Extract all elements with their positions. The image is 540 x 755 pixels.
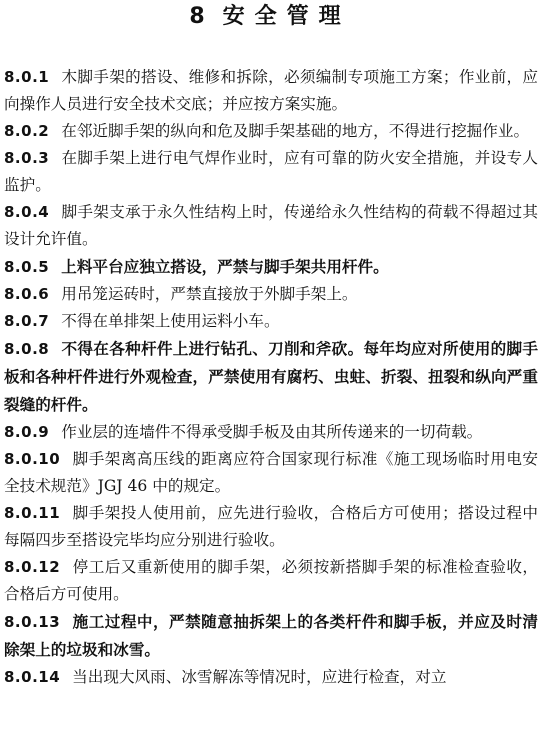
clause-8-0-1 (4, 64, 538, 118)
clause-number: 8.0.1 (4, 68, 50, 86)
clause-8-0-9 (4, 419, 538, 446)
clause-number: 8.0.5 (4, 258, 50, 276)
clause-text: 木脚手架的搭设、维修和拆除，必须编制专项施工方案；作业前，应向操作人员进行安全技术交底；并应按方案实施。 (4, 68, 538, 113)
clause-number: 8.0.7 (4, 312, 50, 330)
clause-text: 上料平台应独立搭设，严禁与脚手架共用杆件。 (61, 257, 389, 276)
clause-text: 停工后又重新使用的脚手架，必须按新搭脚手架的标准检查验收，合格后方可使用。 (4, 558, 538, 603)
clause-number: 8.0.11 (4, 504, 61, 522)
clause-text: 在邻近脚手架的纵向和危及脚手架基础的地方，不得进行挖掘作业。 (61, 122, 530, 140)
clause-8-0-2 (4, 118, 538, 145)
clause-text: 不得在单排架上使用运料小车。 (61, 312, 280, 330)
clause-text: 脚手架支承于永久性结构上时，传递给永久性结构的荷载不得超过其设计允许值。 (4, 203, 538, 248)
clause-8-0-11 (4, 500, 538, 554)
clause-text: 当出现大风雨、冰雪解冻等情况时，应进行检查，对立 (72, 668, 447, 686)
clause-number: 8.0.3 (4, 149, 50, 167)
clause-text: 脚手架投人使用前，应先进行验收，合格后方可使用；搭设过程中每隔四步至搭设完毕均应分别进行验收。 (4, 504, 538, 549)
clause-number: 8.0.13 (4, 613, 61, 631)
clause-text: 脚手架离高压线的距离应符合国家现行标准《施工现场临时用电安全技术规范》JGJ 46 中的规定。 (4, 450, 538, 495)
clause-8-0-10 (4, 446, 538, 500)
chapter-number: 8 (189, 4, 205, 29)
chapter-title: 安全管理 (222, 4, 351, 29)
clause-text: 施工过程中，严禁随意抽拆架上的各类杆件和脚手板，并应及时清除架上的垃圾和冰雪。 (4, 612, 538, 659)
clause-text: 作业层的连墙件不得承受脚手板及由其所传递来的一切荷载。 (61, 423, 483, 441)
clause-8-0-5 (4, 253, 538, 281)
clause-number: 8.0.8 (4, 340, 50, 358)
clause-list (4, 64, 538, 691)
clause-8-0-14 (4, 664, 538, 691)
chapter-heading (0, 4, 540, 30)
clause-number: 8.0.9 (4, 423, 50, 441)
clause-8-0-7 (4, 308, 538, 335)
clause-number: 8.0.2 (4, 122, 50, 140)
clause-number: 8.0.10 (4, 450, 61, 468)
clause-number: 8.0.6 (4, 285, 50, 303)
clause-8-0-4 (4, 199, 538, 253)
clause-8-0-12 (4, 554, 538, 608)
clause-8-0-8 (4, 335, 538, 419)
clause-number: 8.0.14 (4, 668, 61, 686)
clause-8-0-3 (4, 145, 538, 199)
clause-text: 不得在各种杆件上进行钻孔、刀削和斧砍。每年均应对所使用的脚手板和各种杆件进行外观检查，严禁使用有腐朽、虫蛀、折裂、扭裂和纵向严重裂缝的杆件。 (4, 339, 538, 414)
clause-8-0-13 (4, 608, 538, 664)
clause-text: 在脚手架上进行电气焊作业时，应有可靠的防火安全措施，并设专人监护。 (4, 149, 538, 194)
clause-8-0-6 (4, 281, 538, 308)
clause-number: 8.0.4 (4, 203, 50, 221)
clause-text: 用吊笼运砖时，严禁直接放于外脚手架上。 (61, 285, 358, 303)
clause-number: 8.0.12 (4, 558, 61, 576)
